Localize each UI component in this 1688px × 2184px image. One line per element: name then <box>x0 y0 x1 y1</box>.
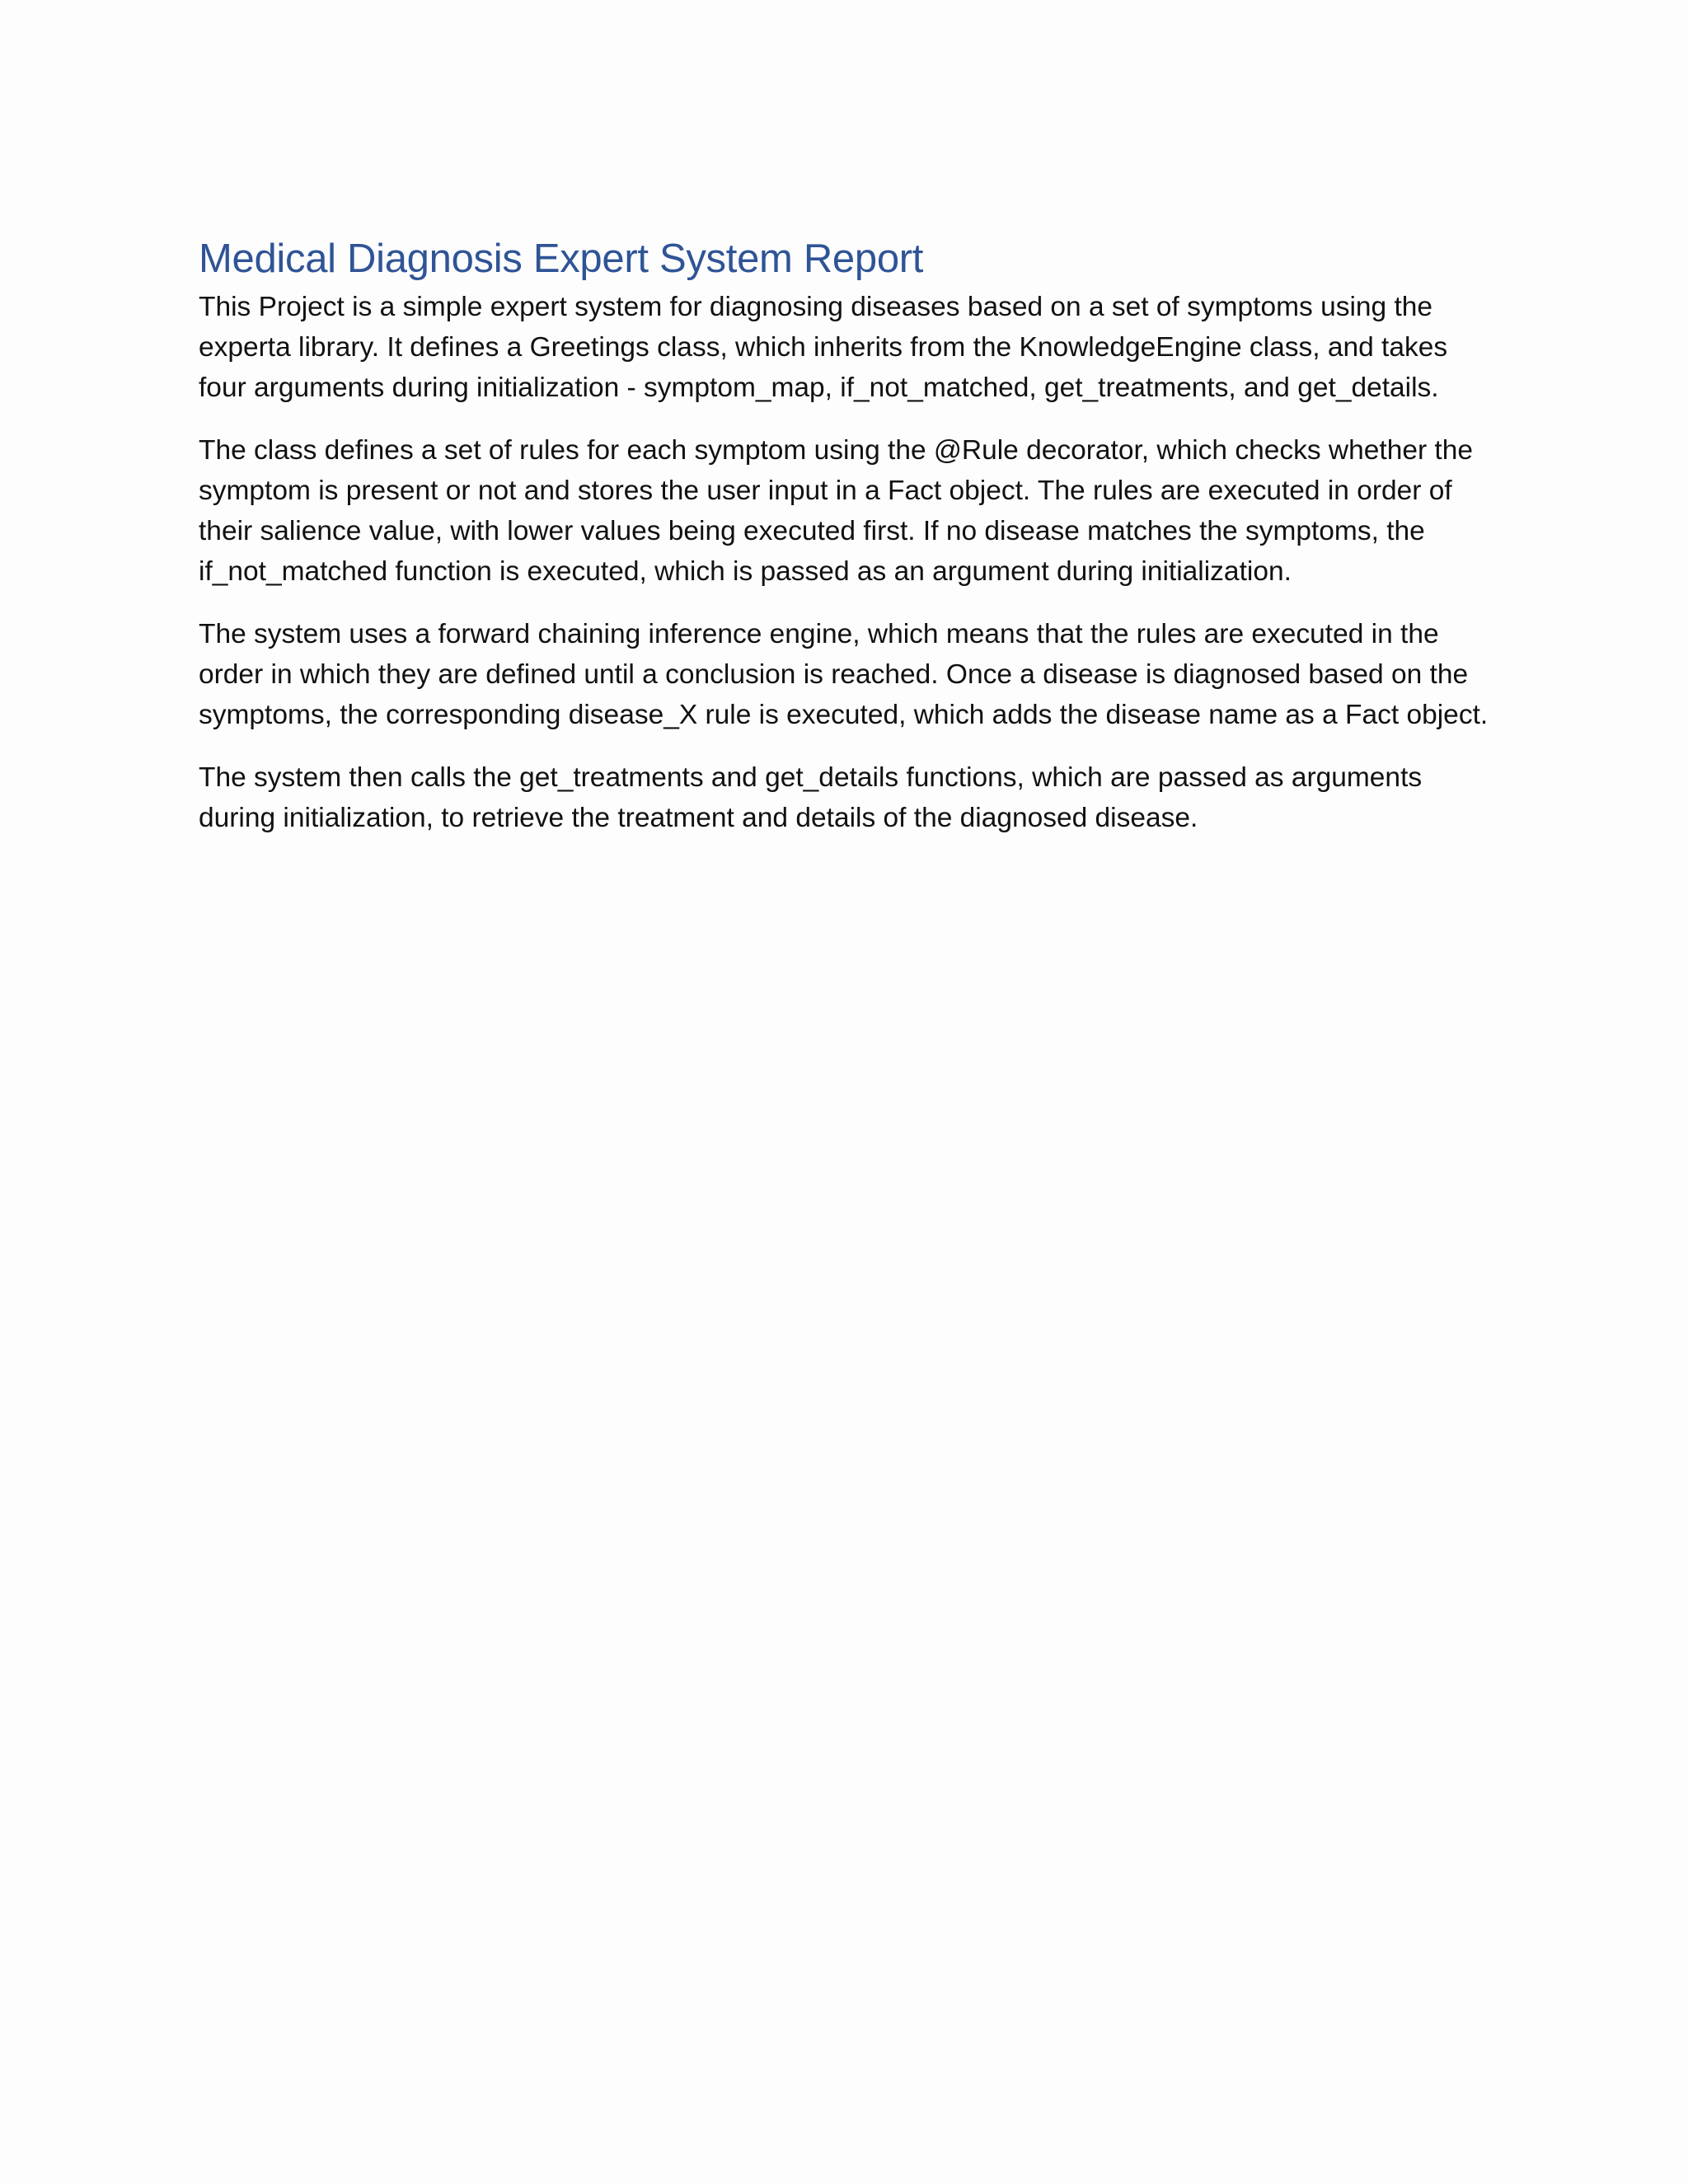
paragraph-line: four arguments during initialization - symptom_map, if_not_matched, get_treatments, and get_details. <box>199 373 1439 403</box>
paragraph-inference <box>199 614 1493 735</box>
paragraph-line: experta library. It defines a Greetings class, which inherits from the KnowledgeEngine class, and takes <box>199 332 1448 363</box>
paragraph-line: during initialization, to retrieve the treatment and details of the diagnosed disease. <box>199 803 1198 833</box>
paragraph-line: symptoms, the corresponding disease_X rule is executed, which adds the disease name as a Fact object. <box>199 700 1489 730</box>
paragraph-line: if_not_matched function is executed, which is passed as an argument during initialization. <box>199 556 1292 587</box>
paragraph-line: The system then calls the get_treatments and get_details functions, which are passed as arguments <box>199 762 1423 793</box>
paragraph-line: order in which they are defined until a conclusion is reached. Once a disease is diagnosed based on the <box>199 659 1469 690</box>
paragraph-line: This Project is a simple expert system for diagnosing diseases based on a set of symptoms using the <box>199 292 1433 322</box>
paragraph-line: The class defines a set of rules for each symptom using the @Rule decorator, which checks whether the <box>199 435 1473 466</box>
paragraph-intro <box>199 287 1493 408</box>
paragraph-line: their salience value, with lower values being executed first. If no disease matches the symptoms, the <box>199 516 1425 546</box>
paragraph-rules <box>199 430 1493 592</box>
paragraph-treatments <box>199 757 1493 838</box>
paragraph-line: symptom is present or not and stores the user input in a Fact object. The rules are executed in order of <box>199 476 1452 506</box>
document-body <box>199 232 1493 860</box>
paragraph-line: The system uses a forward chaining inference engine, which means that the rules are executed in the <box>199 619 1439 649</box>
document-title: Medical Diagnosis Expert System Report <box>199 237 924 281</box>
